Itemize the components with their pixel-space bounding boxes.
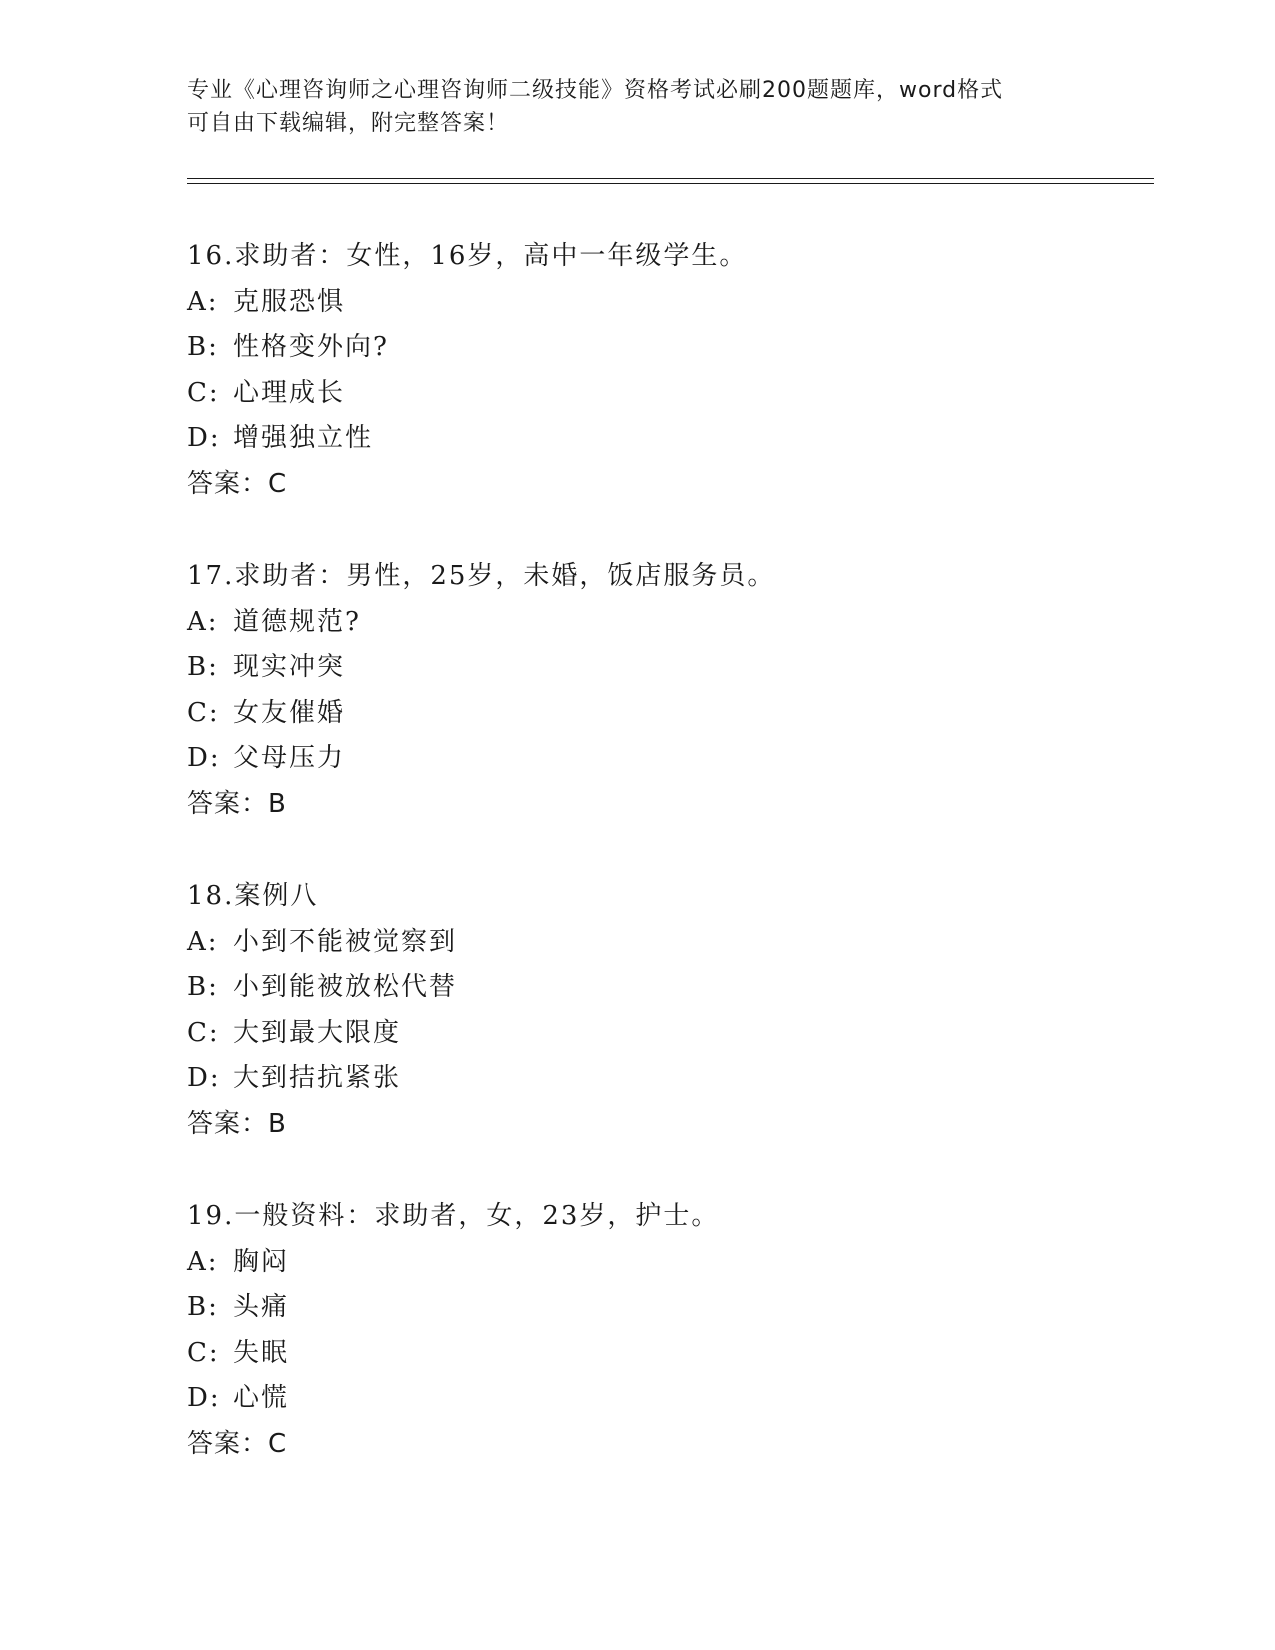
- option-text: 小到不能被觉察到: [233, 926, 458, 957]
- option-b: [187, 325, 1087, 371]
- option-c: [187, 371, 1087, 417]
- question-stem: 19.一般资料：求助者，女，23岁，护士。: [187, 1201, 720, 1231]
- option-letter: A:: [187, 1246, 219, 1277]
- option-text: 父母压力: [233, 743, 346, 773]
- option-text: 女友催婚: [233, 697, 346, 728]
- question-17: [187, 554, 1087, 827]
- question-stem: 16.求助者：女性，16岁，高中一年级学生。: [187, 241, 748, 271]
- answer-line: 答案：B: [187, 1108, 287, 1139]
- option-d: [187, 1056, 1087, 1102]
- option-letter: B:: [187, 332, 219, 362]
- question-19: [187, 1194, 1087, 1467]
- option-letter: D:: [187, 1383, 221, 1413]
- option-b: [187, 965, 1087, 1011]
- option-letter: C:: [187, 697, 220, 728]
- option-a: [187, 920, 1087, 966]
- question-16: [187, 234, 1087, 507]
- option-c: [187, 1331, 1087, 1377]
- question-18: [187, 874, 1087, 1147]
- answer-line: 答案：B: [187, 788, 287, 819]
- option-text: 失眠: [233, 1337, 290, 1368]
- question-stem: 18.案例八: [187, 881, 319, 911]
- option-text: 克服恐惧: [233, 286, 346, 317]
- option-text: 道德规范?: [233, 606, 361, 637]
- option-letter: A:: [187, 926, 219, 957]
- option-letter: C:: [187, 377, 220, 408]
- option-text: 大到拮抗紧张: [233, 1063, 402, 1093]
- question-stem: 17.求助者：男性，25岁，未婚，饭店服务员。: [187, 561, 776, 591]
- option-c: [187, 1011, 1087, 1057]
- option-b: [187, 1285, 1087, 1331]
- option-a: [187, 1240, 1087, 1286]
- option-d: [187, 736, 1087, 782]
- option-d: [187, 1376, 1087, 1422]
- option-text: 心理成长: [233, 377, 346, 408]
- option-b: [187, 645, 1087, 691]
- header-divider-bottom: [187, 183, 1154, 184]
- option-letter: C:: [187, 1017, 220, 1048]
- option-letter: A:: [187, 606, 219, 637]
- option-text: 小到能被放松代替: [233, 972, 458, 1002]
- option-letter: C:: [187, 1337, 220, 1368]
- header-divider-top: [187, 178, 1154, 179]
- option-letter: A:: [187, 286, 219, 317]
- option-text: 增强独立性: [233, 423, 374, 453]
- option-text: 胸闷: [233, 1246, 290, 1277]
- option-d: [187, 416, 1087, 462]
- option-a: [187, 600, 1087, 646]
- option-letter: B:: [187, 1292, 219, 1322]
- header-line-2: 可自由下载编辑，附完整答案！: [187, 111, 510, 136]
- option-text: 头痛: [233, 1292, 290, 1322]
- option-a: [187, 280, 1087, 326]
- option-letter: D:: [187, 423, 221, 453]
- answer-line: 答案：C: [187, 1428, 288, 1459]
- document-header: [187, 74, 1067, 140]
- option-text: 心慌: [233, 1383, 290, 1413]
- option-letter: D:: [187, 743, 221, 773]
- header-line-1: 专业《心理咨询师之心理咨询师二级技能》资格考试必刷200题题库，word格式: [187, 78, 1004, 103]
- option-letter: D:: [187, 1063, 221, 1093]
- option-text: 大到最大限度: [233, 1017, 402, 1048]
- option-c: [187, 691, 1087, 737]
- option-text: 性格变外向?: [233, 332, 389, 362]
- option-text: 现实冲突: [233, 652, 346, 682]
- answer-line: 答案：C: [187, 468, 288, 499]
- option-letter: B:: [187, 652, 219, 682]
- option-letter: B:: [187, 972, 219, 1002]
